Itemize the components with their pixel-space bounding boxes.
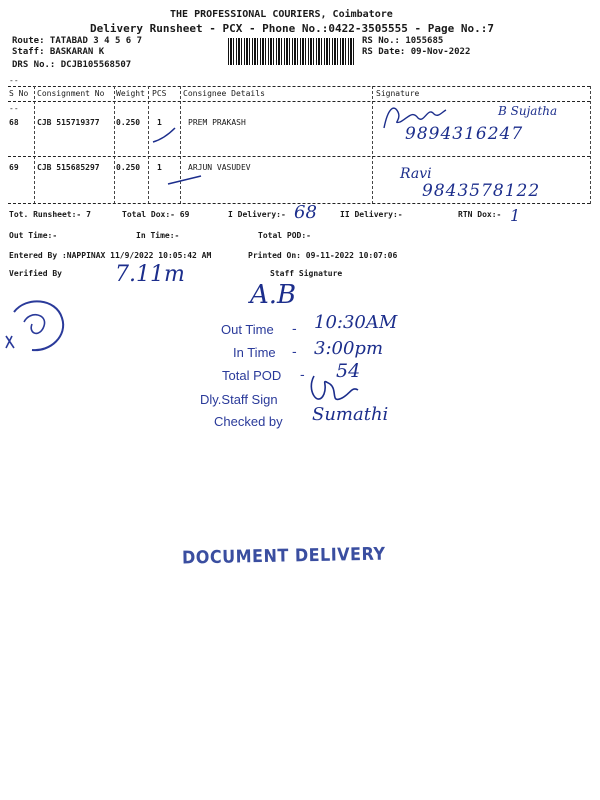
rs-date: RS Date: 09-Nov-2022 xyxy=(362,47,471,57)
row-marker: -- xyxy=(9,104,19,113)
col-divider xyxy=(372,86,373,204)
table-row-consignee: ARJUN VASUDEV xyxy=(188,163,251,172)
rtn-dox-value: 1 xyxy=(510,206,521,225)
table-top-line xyxy=(8,86,590,87)
staff-signature: A.B xyxy=(250,280,297,310)
staff-signature-label: Staff Signature xyxy=(270,269,343,278)
table-row-pcs: 1 xyxy=(157,163,162,172)
i-delivery-label: I Delivery:- xyxy=(228,210,286,219)
col-header-pcs: PCS xyxy=(152,89,167,98)
rtn-dox-label: RTN Dox:- xyxy=(458,210,502,219)
row-tick-mark xyxy=(165,170,205,188)
entered-by: Entered By :NAPPINAX 11/9/2022 10:05:42 AM xyxy=(9,251,212,260)
col-divider xyxy=(114,86,115,204)
drs-number: DRS No.: DCJB105568507 xyxy=(12,60,132,70)
ii-delivery-label: II Delivery:- xyxy=(340,210,403,219)
verified-signature: 7.11m xyxy=(115,262,185,287)
col-header-consignment: Consignment No xyxy=(37,89,105,98)
signature-phone: 9843578122 xyxy=(422,181,541,201)
runsheet-subtitle: Delivery Runsheet - PCX - Phone No.:0422-3505555 - Page No.:7 xyxy=(90,22,494,35)
row-tick-mark xyxy=(150,126,178,146)
route: Route: TATABAD 3 4 5 6 7 xyxy=(12,36,143,46)
table-row-weight: 0.250 xyxy=(116,163,141,172)
col-divider xyxy=(34,86,35,204)
total-pod-label: Total POD:- xyxy=(258,231,311,240)
signature-phone: 9894316247 xyxy=(405,124,524,144)
stamp-separator: - xyxy=(292,343,297,359)
stamp-separator: - xyxy=(300,366,305,382)
top-marker: -- xyxy=(9,76,19,85)
stamp-total-pod-label: Total POD xyxy=(222,368,282,383)
total-dox: Total Dox:- 69 xyxy=(122,210,190,219)
in-time-label: In Time:- xyxy=(136,231,180,240)
col-divider xyxy=(148,86,149,204)
table-row-consignment: CJB 515719377 xyxy=(37,118,100,127)
signature-name: B Sujatha xyxy=(498,104,558,118)
printed-on: Printed On: 09-11-2022 10:07:06 xyxy=(248,251,398,260)
document-delivery-stamp: DOCUMENT DELIVERY xyxy=(181,543,386,568)
col-header-consignee: Consignee Details xyxy=(183,89,265,98)
stamp-total-pod-value: 54 xyxy=(336,360,361,382)
round-stamp-icon xyxy=(0,292,72,362)
stamp-in-time-label: In Time xyxy=(233,345,276,360)
stamp-out-time-label: Out Time xyxy=(221,322,274,337)
table-row-pcs: 1 xyxy=(157,118,162,127)
checked-by-signature: Sumathi xyxy=(312,404,389,425)
stamp-in-time-value: 3:00pm xyxy=(314,338,384,359)
signature-name: Ravi xyxy=(400,166,432,182)
stamp-out-time-value: 10:30AM xyxy=(314,312,398,333)
row-divider xyxy=(8,156,590,157)
table-row-consignee: PREM PRAKASH xyxy=(188,118,246,127)
table-row-weight: 0.250 xyxy=(116,118,141,127)
stamp-staff-sign-label: Dly.Staff Sign xyxy=(200,392,278,407)
staff-name: Staff: BASKARAN K xyxy=(12,47,105,57)
table-row-consignment: CJB 515685297 xyxy=(37,163,100,172)
table-row-sno: 69 xyxy=(9,163,19,172)
barcode xyxy=(228,38,354,65)
stamp-checked-by-label: Checked by xyxy=(214,414,283,429)
header-bottom-line xyxy=(8,101,590,102)
total-runsheet: Tot. Runsheet:- 7 xyxy=(9,210,91,219)
out-time-label: Out Time:- xyxy=(9,231,58,240)
verified-by-label: Verified By xyxy=(9,269,62,278)
col-header-sno: S No xyxy=(9,89,29,98)
table-row-sno: 68 xyxy=(9,118,19,127)
i-delivery-value: 68 xyxy=(294,202,317,223)
rs-number: RS No.: 1055685 xyxy=(362,36,444,46)
col-divider xyxy=(590,86,591,204)
stamp-separator: - xyxy=(292,320,297,336)
company-title: THE PROFESSIONAL COURIERS, Coimbatore xyxy=(170,9,393,20)
col-header-weight: Weight xyxy=(116,89,145,98)
col-header-signature: Signature xyxy=(376,89,420,98)
